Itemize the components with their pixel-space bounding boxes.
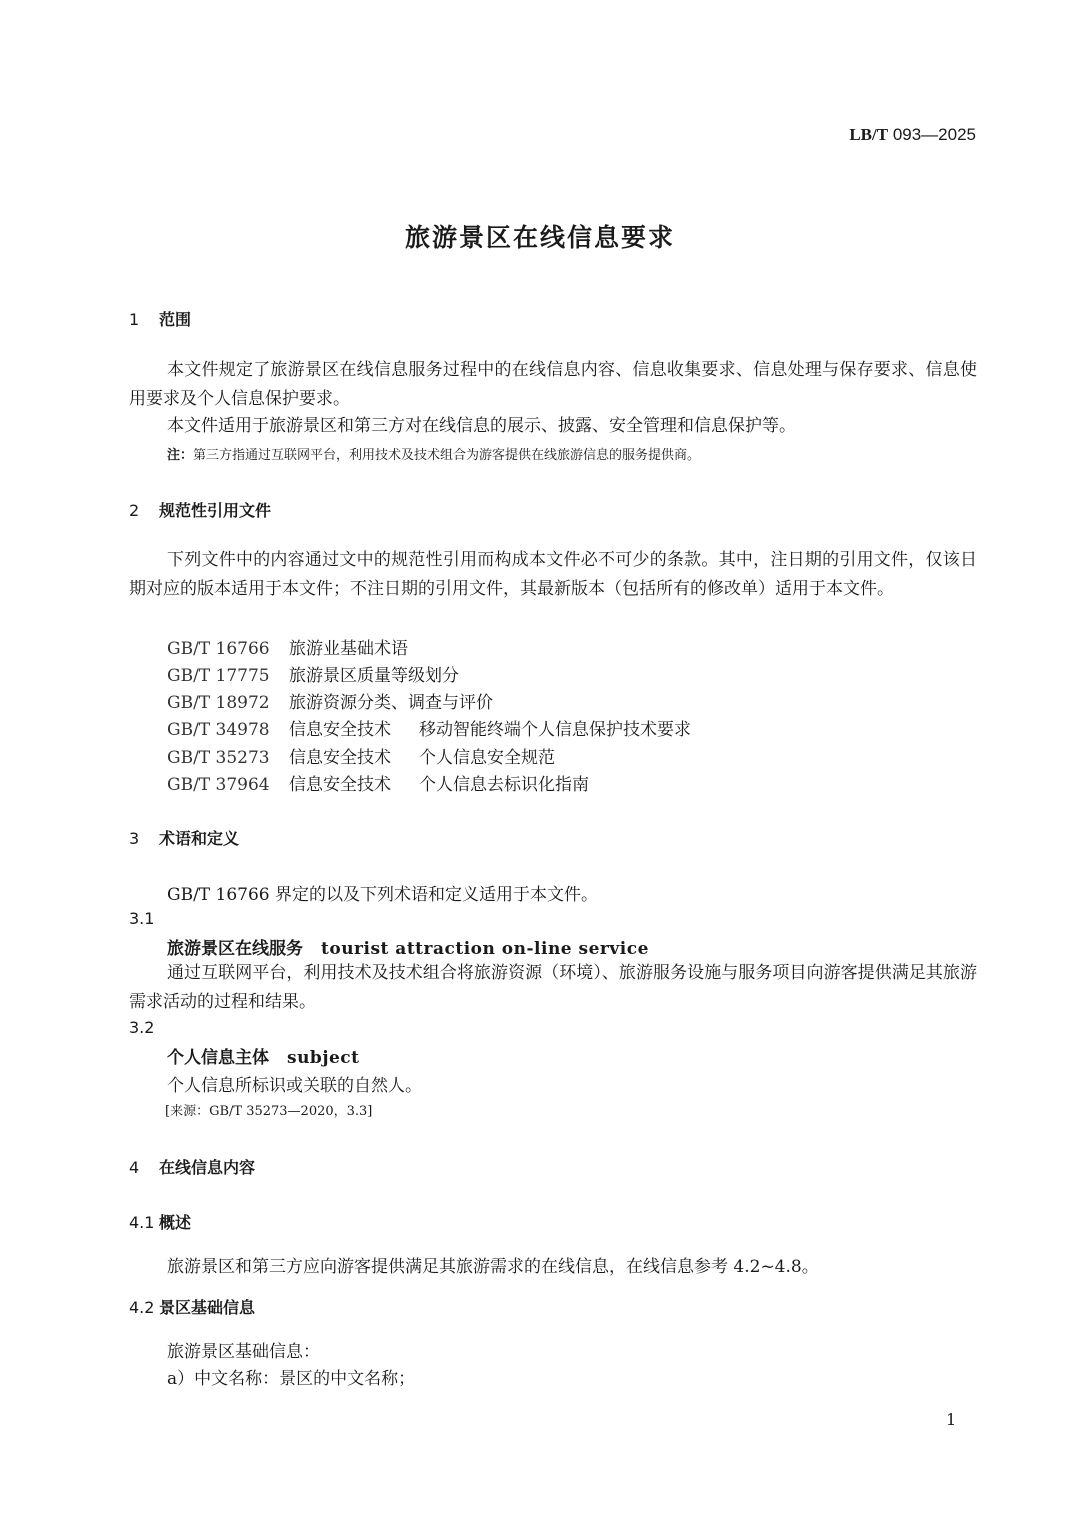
subsection-4-1-heading [129,1210,191,1233]
document-code-prefix: LB/T [849,125,889,144]
document-code-number: 093—2025 [892,125,976,144]
section-3-heading [129,826,239,849]
term-definition: 个人信息所标识或关联的自然人。 [167,1076,422,1096]
section-title: 术语和定义 [159,829,240,848]
section-number: 2 [129,501,140,520]
section-1-heading [129,307,191,330]
section-3-intro: GB/T 16766 界定的以及下列术语和定义适用于本文件。 [167,885,599,905]
term-definition: 通过互联网平台，利用技术及技术组合将旅游资源（环境）、旅游服务设施与服务项目向游客提供满足其旅游需求活动的过程和结果。 [129,963,977,1012]
reference-item [167,634,408,659]
term-number: 3.2 [129,1018,155,1037]
section-1-paragraph-1: 本文件规定了旅游景区在线信息服务过程中的在线信息内容、信息收集要求、信息处理与保存要求、信息使用要求及个人信息保护要求。 [129,360,977,409]
term-heading [167,1043,360,1068]
reference-title: 信息安全技术 [289,748,391,768]
term-zh: 个人信息主体 [167,1048,269,1068]
subsection-title: 概述 [159,1213,192,1232]
reference-code: GB/T 35273 [167,748,270,768]
reference-subtitle: 个人信息安全规范 [419,748,555,768]
list-item-a: a）中文名称：景区的中文名称； [167,1369,416,1389]
section-number: 4 [129,1158,140,1177]
section-1-paragraph-2: 本文件适用于旅游景区和第三方对在线信息的展示、披露、安全管理和信息保护等。 [167,416,796,436]
reference-subtitle: 个人信息去标识化指南 [419,775,589,795]
term-heading [167,934,649,959]
reference-item [167,661,459,686]
section-title: 范围 [159,310,192,329]
term-zh: 旅游景区在线服务 [167,939,303,959]
term-number: 3.1 [129,909,155,928]
document-title: 旅游景区在线信息要求 [404,223,675,252]
reference-title: 信息安全技术 [289,720,391,740]
reference-code: GB/T 17775 [167,666,270,686]
reference-title: 旅游景区质量等级划分 [289,666,459,686]
section-2-heading [129,498,271,521]
term-en: tourist attraction on-line service [321,939,649,959]
section-title: 规范性引用文件 [159,501,272,520]
reference-item [167,688,493,713]
reference-code: GB/T 37964 [167,775,270,795]
section-4-heading [129,1155,255,1178]
reference-item [167,715,691,740]
reference-subtitle: 移动智能终端个人信息保护技术要求 [419,720,691,740]
subsection-4-2-heading [129,1295,255,1318]
term-source: [来源：GB/T 35273—2020，3.3] [165,1104,373,1119]
reference-code: GB/T 34978 [167,720,270,740]
reference-title: 旅游资源分类、调查与评价 [289,693,493,713]
subsection-number: 4.2 [129,1298,155,1317]
document-code [849,125,976,145]
section-number: 3 [129,829,140,848]
reference-title: 信息安全技术 [289,775,391,795]
subsection-4-2-intro: 旅游景区基础信息： [167,1342,320,1362]
section-2-paragraph: 下列文件中的内容通过文中的规范性引用而构成本文件必不可少的条款。其中，注日期的引用文件，仅该日期对应的版本适用于本文件；不注日期的引用文件，其最新版本（包括所有的修改单）适用于本文件。 [129,550,977,599]
section-number: 1 [129,310,140,329]
note-label: 注： [167,448,194,463]
reference-title: 旅游业基础术语 [289,639,408,659]
reference-item [167,770,589,795]
page-number: 1 [946,1410,957,1429]
subsection-number: 4.1 [129,1213,155,1232]
term-en: subject [287,1048,360,1068]
subsection-4-1-text: 旅游景区和第三方应向游客提供满足其旅游需求的在线信息，在线信息参考 4.2~4.8。 [167,1257,819,1277]
section-title: 在线信息内容 [159,1158,256,1177]
section-1-note [167,444,700,463]
reference-item [167,743,555,768]
reference-code: GB/T 18972 [167,693,270,713]
reference-code: GB/T 16766 [167,639,270,659]
subsection-title: 景区基础信息 [159,1298,256,1317]
note-text: 第三方指通过互联网平台，利用技术及技术组合为游客提供在线旅游信息的服务提供商。 [193,448,701,463]
